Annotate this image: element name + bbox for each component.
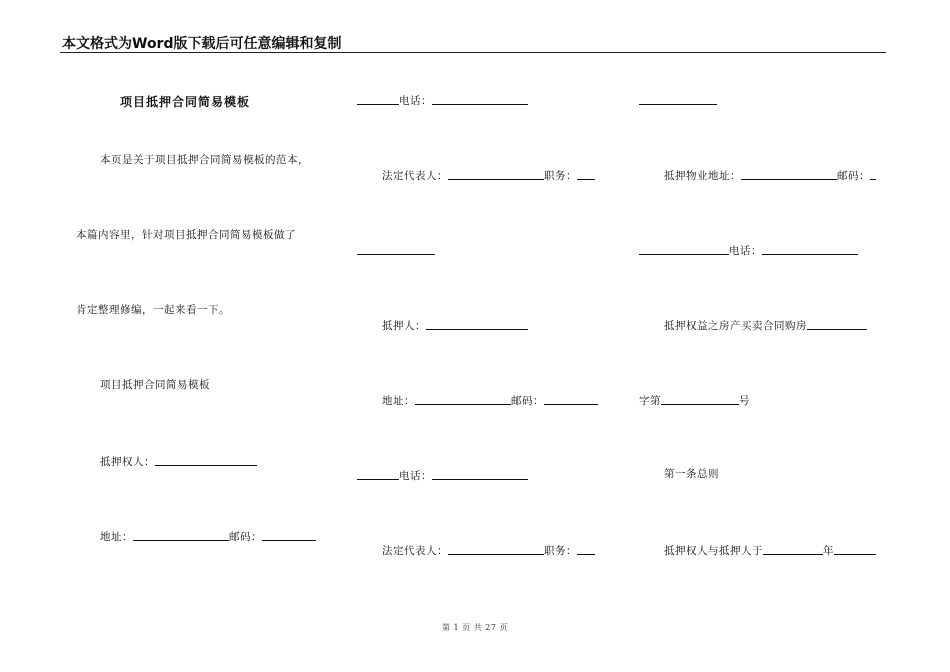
mortgagor-address-field [382, 393, 598, 408]
legal-rep-blank [448, 543, 544, 555]
phone-label: 电话： [399, 470, 432, 482]
phone-label: 电话： [399, 95, 432, 107]
document-title: 项目抵押合同简易模板 [120, 95, 251, 109]
hao-label: 号 [739, 395, 750, 407]
contract-number-field [639, 393, 750, 408]
property-address-field [664, 168, 876, 183]
mortgagee-address-field [100, 529, 316, 544]
position-blank [577, 168, 595, 180]
intro-line-1: 本页是关于项目抵押合同简易模板的范本， [100, 154, 309, 166]
legal-rep-blank [448, 168, 544, 180]
position-blank [577, 543, 595, 555]
phone-prefix-blank [639, 243, 729, 255]
legal-rep-label: 法定代表人： [382, 545, 448, 557]
continuation-blank [639, 93, 717, 105]
footer-di: 第 [441, 623, 451, 632]
intro-line-3: 肯定整理修编，一起来看一下。 [76, 304, 230, 316]
phone-blank [432, 468, 528, 480]
footer-ye2: 页 [499, 623, 508, 632]
address-blank [133, 529, 229, 541]
continuation-blank-field [639, 93, 717, 108]
mortgagor-field [382, 318, 528, 333]
mortgagor-phone-field [357, 468, 528, 483]
year-blank [834, 543, 876, 555]
contract-field [664, 318, 867, 333]
address-blank [415, 393, 511, 405]
property-address-label: 抵押物业地址： [664, 170, 741, 182]
postcode-label: 邮码： [229, 531, 262, 543]
mortgagee-field [100, 454, 257, 469]
property-phone-field [639, 243, 858, 258]
footer-ye: 页 [462, 623, 471, 632]
zi-label: 字第 [639, 395, 661, 407]
intro-line-2: 本篇内容里，针对项目抵押合同简易模板做了 [76, 229, 296, 241]
continuation-blank [357, 243, 435, 255]
contract-blank [807, 318, 867, 330]
mortgagee-label: 抵押权人： [100, 456, 155, 468]
article-1-heading: 第一条总则 [664, 468, 719, 480]
document-header: 本文格式为Word版下载后可任意编辑和复制 [62, 36, 342, 52]
postcode-label: 邮码： [837, 170, 870, 182]
mortgagor-label: 抵押人： [382, 320, 426, 332]
footer-total-pages: 27 [485, 623, 497, 632]
address-label: 地址： [382, 395, 415, 407]
property-address-blank [741, 168, 837, 180]
agreement-blank [763, 543, 823, 555]
phone-blank [762, 243, 858, 255]
position-label: 职务： [544, 170, 577, 182]
phone-prefix-blank [357, 468, 399, 480]
header-divider [60, 52, 886, 53]
legal-rep-label: 法定代表人： [382, 170, 448, 182]
mortgagee-phone-field [357, 93, 528, 108]
footer-page-number: 1 [453, 623, 460, 632]
footer-gong: 共 [473, 623, 483, 632]
page-footer [0, 622, 950, 633]
agreement-text: 抵押权人与抵押人于 [664, 545, 763, 557]
legal-rep-field-2 [382, 543, 595, 558]
agreement-date-field [664, 543, 876, 558]
address-label: 地址： [100, 531, 133, 543]
phone-blank [432, 93, 528, 105]
phone-prefix-blank [357, 93, 399, 105]
template-subtitle: 项目抵押合同简易模板 [100, 379, 210, 391]
postcode-blank [262, 529, 316, 541]
continuation-blank-field [357, 243, 435, 258]
contract-label: 抵押权益之房产买卖合同购房 [664, 320, 807, 332]
legal-rep-field-1 [382, 168, 595, 183]
contract-number-blank [661, 393, 739, 405]
postcode-blank [544, 393, 598, 405]
year-label: 年 [823, 545, 834, 557]
mortgagor-blank [426, 318, 528, 330]
mortgagee-blank [155, 454, 257, 466]
postcode-label: 邮码： [511, 395, 544, 407]
postcode-blank [870, 168, 876, 180]
phone-label: 电话： [729, 245, 762, 257]
position-label: 职务： [544, 545, 577, 557]
